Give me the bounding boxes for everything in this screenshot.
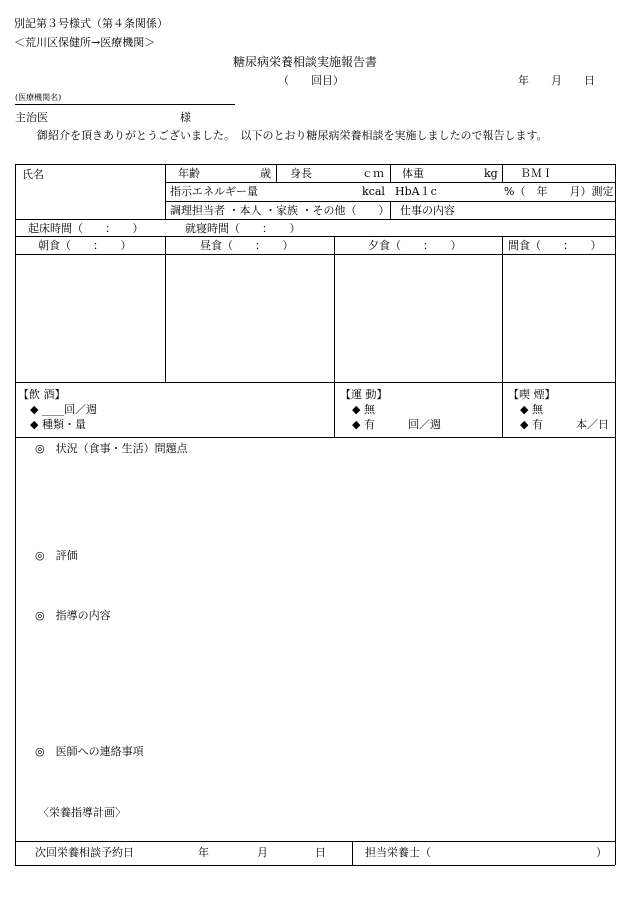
dietitian-label[interactable]: 担当栄養士（	[365, 846, 431, 859]
dinner-label: 夕食（ ： ）	[368, 239, 462, 252]
report-date[interactable]: 年 月 日	[518, 74, 595, 87]
greeting-text: 御紹介を頂きありがとうございました。 以下のとおり糖尿病栄養相談を実施しましたので報告します。	[37, 129, 548, 142]
lunch-label: 昼食（ ： ）	[200, 239, 294, 252]
age-label: 年齢	[178, 167, 200, 180]
dietitian-close: ）	[596, 846, 607, 859]
height-label: 身長	[290, 167, 312, 180]
work-label: 仕事の内容	[400, 204, 455, 217]
next-month[interactable]: 月	[257, 846, 268, 859]
next-appointment-label: 次回栄養相談予約日	[35, 846, 134, 859]
status-problems-heading: ◎ 状況（食事・生活）問題点	[35, 442, 188, 455]
smoking-none[interactable]: ◆ 無	[520, 403, 543, 416]
next-year[interactable]: 年	[198, 846, 209, 859]
nutrition-plan-heading: 〈栄養指導計画〉	[38, 806, 126, 819]
breakfast-box[interactable]	[16, 255, 164, 381]
institution-label: (医療機関名)	[15, 93, 62, 102]
hba1c-label: HbA１c	[395, 185, 437, 198]
smoking-title: 【喫 煙】	[508, 388, 556, 401]
doctor-label: 主治医	[15, 111, 48, 124]
document-title: 糖尿病栄養相談実施報告書	[233, 55, 378, 69]
evaluation-heading: ◎ 評価	[35, 549, 78, 562]
exercise-yes[interactable]: ◆ 有 回／週	[352, 418, 441, 431]
energy-unit: kcal	[362, 185, 385, 198]
snack-box[interactable]	[503, 255, 614, 381]
hba1c-measured: %（ 年 月）測定	[504, 185, 614, 198]
guidance-heading: ◎ 指導の内容	[35, 609, 111, 622]
wake-time[interactable]: 起床時間（ ： ）	[28, 222, 144, 235]
breakfast-label: 朝食（ ： ）	[38, 239, 132, 252]
institution-underline[interactable]	[15, 104, 235, 105]
exercise-title: 【運 動】	[340, 388, 388, 401]
doctor-honorific: 様	[180, 111, 191, 124]
bmi-label: ＢＭＩ	[520, 167, 553, 180]
route-label: ＜荒川区保健所→医療機関＞	[14, 36, 156, 49]
exercise-none[interactable]: ◆ 無	[352, 403, 375, 416]
next-day[interactable]: 日	[315, 846, 326, 859]
energy-label: 指示エネルギー量	[170, 185, 258, 198]
snack-label: 間食（ ： ）	[508, 239, 602, 252]
age-unit: 歳	[260, 167, 271, 180]
sleep-time[interactable]: 就寝時間（ ： ）	[185, 222, 301, 235]
weight-unit: kg	[484, 167, 498, 180]
drinking-title: 【飲 酒】	[18, 388, 66, 401]
weight-label: 体重	[402, 167, 424, 180]
name-label: 氏名	[22, 168, 44, 181]
lunch-box[interactable]	[166, 255, 333, 381]
height-unit: ｃｍ	[362, 167, 384, 180]
session-count[interactable]: （ 回目）	[278, 74, 344, 87]
dinner-box[interactable]	[335, 255, 501, 381]
cook-options[interactable]: 調理担当者 ・本人 ・家族 ・その他（ ）	[170, 204, 390, 217]
doctor-notes-heading: ◎ 医師への連絡事項	[35, 745, 144, 758]
drinking-frequency[interactable]: ◆ ____回／週	[30, 403, 97, 416]
drinking-kind[interactable]: ◆ 種類・量	[30, 418, 86, 431]
smoking-yes[interactable]: ◆ 有 本／日	[520, 418, 609, 431]
form-number: 別記第３号様式（第４条関係）	[14, 17, 168, 30]
